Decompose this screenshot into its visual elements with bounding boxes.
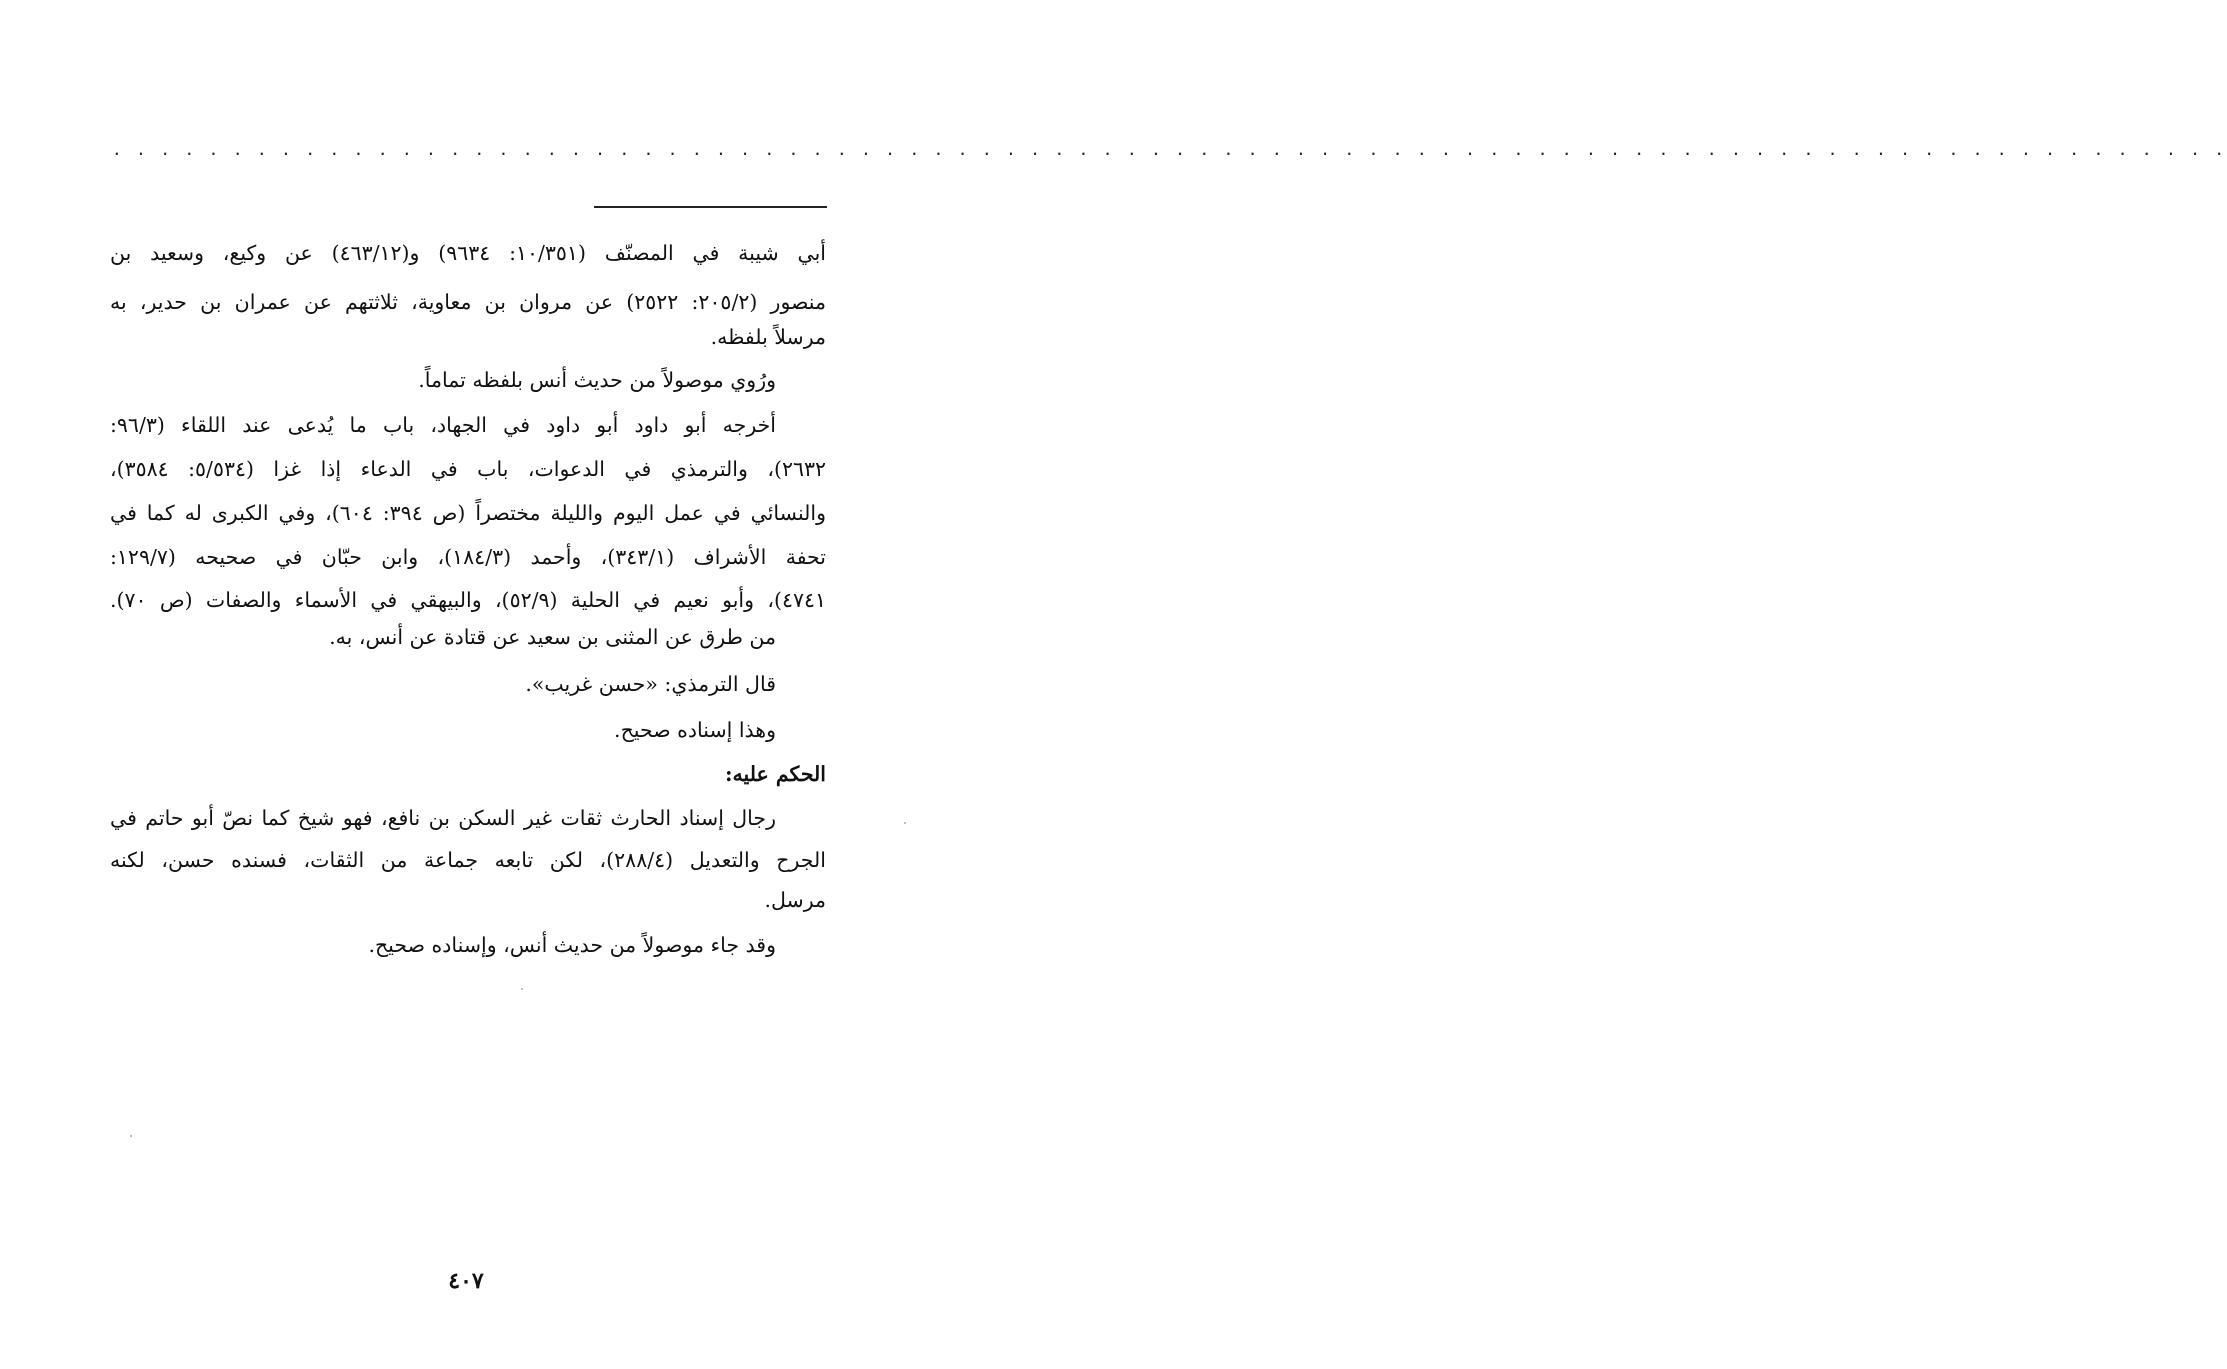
paragraph-sahih: وهذا إسناده صحيح.: [614, 718, 776, 742]
footnote-line-3: مرسلاً بلفظه.: [710, 325, 826, 349]
scan-speck: [904, 822, 906, 824]
hukm-line-1: رجال إسناد الحارث ثقات غير السكن بن نافع، فهو شيخ كما نصّ أبو حاتم في: [110, 806, 776, 830]
footnote-rule: [594, 206, 827, 208]
hukm-line-3: مرسل.: [764, 888, 826, 912]
section-heading-hukm: الحكم عليه:: [724, 762, 826, 786]
takhrij-line-5: ٤٧٤١)، وأبو نعيم في الحلية (٥٢/٩)، والبيهقي في الأسماء والصفات (ص ٧٠).: [110, 588, 826, 612]
paragraph-riwaya: ورُوي موصولاً من حديث أنس بلفظه تماماً.: [418, 368, 776, 392]
paragraph-mawsul: وقد جاء موصولاً من حديث أنس، وإسناده صحيح.: [368, 933, 776, 957]
footnote-line-2: منصور (٢٠٥/٢: ٢٥٢٢) عن مروان بن معاوية، ثلاثتهم عن عمران بن حدير، به: [110, 290, 826, 314]
takhrij-line-2: ٢٦٣٢)، والترمذي في الدعوات، باب في الدعاء إذا غزا (٥/٥٣٤: ٣٥٨٤)،: [110, 457, 826, 481]
scan-speck: [130, 1135, 132, 1137]
page-number: ٤٠٧: [448, 1268, 484, 1294]
scan-speck: [521, 988, 523, 990]
takhrij-line-4: تحفة الأشراف (٣٤٣/١)، وأحمد (١٨٤/٣)، وابن حبّان في صحيحه (١٢٩/٧:: [110, 545, 826, 569]
paragraph-tirmidhi: قال الترمذي: «حسن غريب».: [525, 672, 776, 696]
footnote-line-1: أبي شيبة في المصنّف (١٠/٣٥١: ٩٦٣٤) و(٤٦٣/١٢) عن وكيع، وسعيد بن: [110, 241, 826, 265]
dotted-separator: . . . . . . . . . . . . . . . . . . . . . . . . . . . . . . . . . . . . . . . . . . . . . . . . . . . . . . . . . . . . . . . . . . . . . . . . . . . . . . . . . . . . . . . .: [112, 140, 2227, 159]
hukm-line-2: الجرح والتعديل (٢٨٨/٤)، لكن تابعه جماعة من الثقات، فسنده حسن، لكنه: [110, 848, 826, 872]
takhrij-line-3: والنسائي في عمل اليوم والليلة مختصراً (ص ٣٩٤: ٦٠٤)، وفي الكبرى له كما في: [110, 501, 826, 525]
paragraph-turuq: من طرق عن المثنى بن سعيد عن قتادة عن أنس، به.: [329, 625, 776, 649]
takhrij-line-1: أخرجه أبو داود أبو داود في الجهاد، باب ما يُدعى عند اللقاء (٩٦/٣:: [110, 413, 776, 437]
